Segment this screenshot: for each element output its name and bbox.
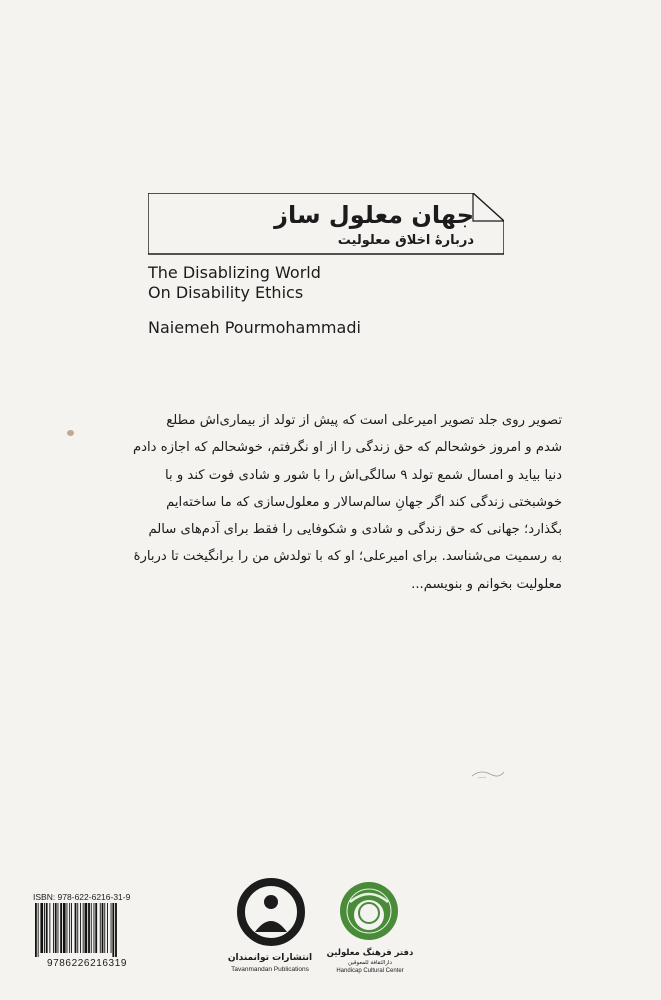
book-subtitle-persian: دربارهٔ اخلاق معلولیت — [337, 233, 474, 248]
barcode-bar — [88, 903, 90, 953]
barcode-bar — [67, 903, 68, 953]
barcode-bar — [40, 903, 43, 953]
cultural-center-name-persian: دفتر فرهنگ معلولین — [326, 948, 414, 958]
barcode-bar — [112, 903, 114, 957]
barcode-bar — [83, 903, 84, 953]
blurb-line: خوشبختی زندگی کند اگر جهانِ سالم‌سالار و معلول‌سازی که ما ساخته‌ایم — [166, 494, 562, 510]
blurb-line: به رسمیت می‌شناسد. برای امیرعلی؛ او که با تولدش من را برانگیخت تا دربارهٔ — [133, 549, 562, 565]
barcode-bar — [85, 903, 88, 953]
publisher-name-english: Tavanmandan Publications — [231, 966, 309, 973]
blurb-line: شدم و امروز خوشحالم که حق زندگی را از او نگرفتم، خوشحالم که اجازه دادم — [132, 440, 562, 456]
barcode-icon — [33, 903, 141, 957]
blurb-line: دنیا بیاید و امسال شمع تولد ۹ سالگی‌اش را با شور و شادی فوت کند و با — [164, 467, 562, 483]
barcode-bar — [102, 903, 104, 953]
barcode-bar — [35, 903, 37, 957]
book-title-english — [148, 263, 321, 303]
blurb-line: معلولیت بخوانم و بنویسم... — [411, 576, 562, 592]
book-title-english-line2: On Disability Ethics — [148, 283, 304, 302]
barcode-bar — [91, 903, 92, 953]
cultural-center-name-english: Handicap Cultural Center — [336, 968, 404, 974]
barcode-number: 9786226216319 — [46, 958, 128, 969]
circle-person-icon — [236, 877, 306, 947]
back-cover-blurb — [100, 407, 562, 598]
green-circle-seal-icon — [338, 880, 400, 942]
barcode-bar — [100, 903, 101, 953]
barcode-bar — [104, 903, 105, 953]
barcode-bar — [46, 903, 48, 953]
barcode-bar — [107, 903, 108, 953]
isbn-label: ISBN: 978-622-6216-31-9 — [33, 892, 131, 902]
barcode-bar — [58, 903, 59, 953]
blurb-line: بگذارد؛ جهانی که حق زندگی و شادی و شکوفایی را فقط برای آدم‌های سالم — [148, 522, 562, 538]
barcode-bar — [44, 903, 45, 953]
barcode-bar — [77, 903, 78, 953]
barcode-bar — [49, 903, 50, 953]
barcode-bar — [71, 903, 72, 953]
author-name: Naiemeh Pourmohammadi — [148, 318, 361, 337]
publisher-name-persian: انتشارات توانمندان — [227, 953, 313, 963]
book-title-english-line1: The Disablizing World — [148, 263, 321, 282]
barcode-block — [33, 892, 141, 974]
title-card — [148, 193, 504, 303]
barcode-bar — [115, 903, 117, 957]
barcode-bar — [80, 903, 81, 953]
barcode-bar — [63, 903, 66, 953]
barcode-bar — [111, 903, 112, 953]
stain-mark — [67, 430, 74, 436]
barcode-bar — [75, 903, 77, 953]
barcode-bar — [94, 903, 95, 953]
barcode-bar — [60, 903, 62, 953]
barcode-bar — [69, 903, 70, 953]
book-title-persian: جهان معلول ساز — [274, 201, 474, 229]
pencil-mark — [470, 768, 506, 780]
barcode-bar — [38, 903, 39, 957]
barcode-bar — [53, 903, 54, 953]
blurb-line: تصویر روی جلد تصویر امیرعلی است که پیش از تولد از بیماری‌اش مطلع — [166, 413, 562, 428]
cultural-center-name-arabic: دارالثقافة للمعوقین — [348, 960, 392, 966]
barcode-bar — [55, 903, 57, 953]
barcode-bar — [95, 903, 97, 953]
